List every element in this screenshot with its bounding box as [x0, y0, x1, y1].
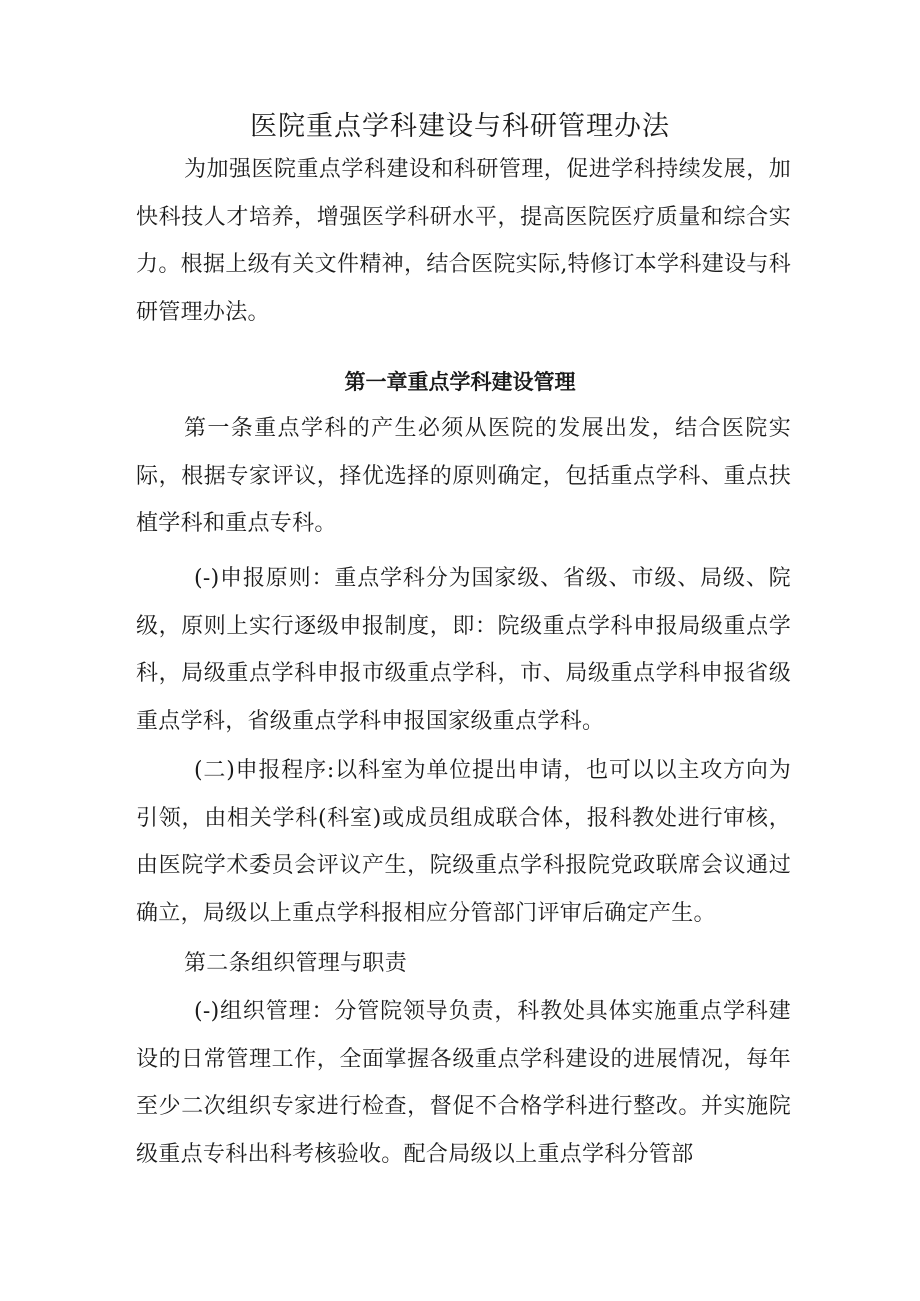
article-1-paragraph: 第一条重点学科的产生必须从医院的发展出发，结合医院实际，根据专家评议，择优选择的原则确定，包括重点学科、重点扶植学科和重点专科。: [136, 416, 791, 536]
article-2-item-1: (-)组织管理：分管院领导负责，科教处具体实施重点学科建设的日常管理工作，全面掌握各级重点学科建设的进展情况，每年至少二次组织专家进行检查，督促不合格学科进行整改。并实施院级重点专科出科考核验收。配合局级以上重点学科分管部: [136, 999, 791, 1167]
article-1-item-1: (-)申报原则：重点学科分为国家级、省级、市级、局级、院级，原则上实行逐级申报制度，即：院级重点学科申报局级重点学科，局级重点学科申报市级重点学科，市、局级重点学科申报省级重点学科，省级重点学科申报国家级重点学科。: [136, 566, 791, 734]
article-1-item-2: (二)申报程序:以科室为单位提出申请，也可以以主攻方向为引领，由相关学科(科室)或成员组成联合体，报科教处进行审核，由医院学术委员会评议产生，院级重点学科报院党政联席会议通过确立，局级以上重点学科报相应分管部门评审后确定产生。: [136, 758, 791, 926]
intro-paragraph: 为加强医院重点学科建设和科研管理，促进学科持续发展，加快科技人才培养，增强医学科研水平，提高医院医疗质量和综合实力。根据上级有关文件精神，结合医院实际,特修订本学科建设与科研管理办法。: [136, 157, 791, 325]
chapter-title: 第一章重点学科建设管理: [344, 370, 576, 394]
document-title: 医院重点学科建设与科研管理办法: [250, 111, 670, 142]
article-2-heading: 第二条组织管理与职责: [184, 951, 408, 976]
